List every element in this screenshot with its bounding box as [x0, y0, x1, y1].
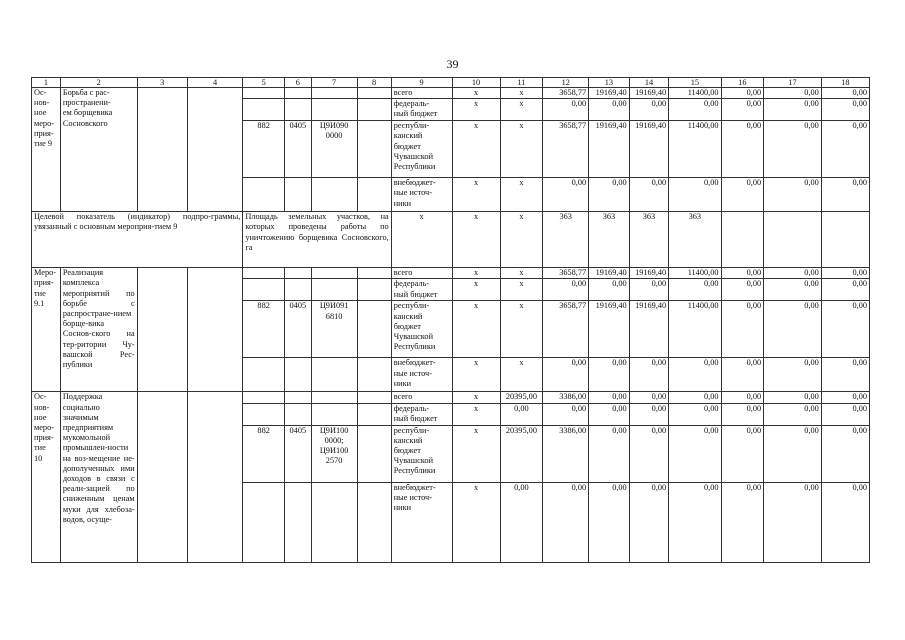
amount-cell: 0,00	[589, 99, 630, 121]
amount-cell: 0,00	[589, 482, 630, 562]
amount-cell: 0,00	[500, 403, 543, 425]
amount-cell: 3386,00	[543, 392, 589, 403]
amount-cell: 0,00	[764, 279, 822, 301]
amount-cell: 0,00	[589, 178, 630, 212]
funding-source-cell: всего	[391, 268, 452, 279]
header-cell: 15	[669, 78, 721, 88]
amount-cell: 0,00	[721, 482, 764, 562]
amount-cell: 0,00	[821, 358, 869, 392]
coexecutor-cell	[187, 392, 243, 562]
budget-table	[31, 77, 870, 563]
expense-group-cell	[357, 301, 391, 358]
target-article-cell	[311, 88, 357, 99]
funding-source-cell: республи- канский бюджет Чувашской Республики	[391, 121, 452, 178]
header-cell: 14	[629, 78, 668, 88]
section-code-cell	[284, 482, 311, 562]
expense-group-cell	[357, 403, 391, 425]
indicator-value-cell: 363	[629, 212, 668, 268]
amount-cell: 19169,40	[629, 301, 668, 358]
funding-source-cell: внебюджет- ные источ- ники	[391, 358, 452, 392]
activity-type-cell: Ос- нов- ное меро- прия- тие 9	[32, 88, 61, 212]
table-row	[32, 268, 870, 279]
amount-cell: х	[452, 279, 500, 301]
amount-cell: 19169,40	[629, 88, 668, 99]
amount-cell: х	[452, 99, 500, 121]
amount-cell: 3658,77	[543, 268, 589, 279]
grbs-code-cell	[243, 178, 285, 212]
expense-group-cell	[357, 88, 391, 99]
amount-cell: х	[452, 268, 500, 279]
amount-cell: 0,00	[669, 279, 721, 301]
header-row	[32, 78, 870, 88]
amount-cell: 0,00	[821, 301, 869, 358]
target-article-cell	[311, 178, 357, 212]
amount-cell: х	[452, 403, 500, 425]
amount-cell: 0,00	[543, 279, 589, 301]
amount-cell: 0,00	[721, 301, 764, 358]
grbs-code-cell	[243, 358, 285, 392]
section-code-cell	[284, 403, 311, 425]
grbs-code-cell	[243, 279, 285, 301]
amount-cell: 0,00	[764, 301, 822, 358]
funding-source-cell: республи- канский бюджет Чувашской Республики	[391, 301, 452, 358]
grbs-code-cell	[243, 88, 285, 99]
amount-cell: 19169,40	[589, 301, 630, 358]
indicator-value-cell: 363	[589, 212, 630, 268]
indicator-value-cell: х	[500, 212, 543, 268]
amount-cell: 3658,77	[543, 88, 589, 99]
amount-cell: 3658,77	[543, 301, 589, 358]
amount-cell: 0,00	[669, 392, 721, 403]
amount-cell: х	[500, 99, 543, 121]
amount-cell: 0,00	[821, 425, 869, 482]
indicator-value-cell: х	[452, 212, 500, 268]
amount-cell: 20395,00	[500, 392, 543, 403]
indicator-value-cell: 363	[669, 212, 721, 268]
section-code-cell	[284, 99, 311, 121]
target-article-cell	[311, 403, 357, 425]
funding-source-cell: федераль- ный бюджет	[391, 403, 452, 425]
amount-cell: 0,00	[764, 268, 822, 279]
amount-cell: х	[500, 268, 543, 279]
amount-cell: х	[452, 178, 500, 212]
amount-cell: х	[452, 121, 500, 178]
target-article-cell	[311, 99, 357, 121]
expense-group-cell	[357, 392, 391, 403]
amount-cell: х	[500, 279, 543, 301]
amount-cell: х	[452, 425, 500, 482]
grbs-code-cell: 882	[243, 301, 285, 358]
funding-source-cell: федераль- ный бюджет	[391, 279, 452, 301]
target-article-cell	[311, 279, 357, 301]
amount-cell: х	[500, 88, 543, 99]
funding-source-cell: федераль- ный бюджет	[391, 99, 452, 121]
amount-cell: 0,00	[543, 403, 589, 425]
amount-cell: 11400,00	[669, 301, 721, 358]
indicator-row	[32, 212, 870, 268]
header-cell: 18	[821, 78, 869, 88]
amount-cell: 0,00	[629, 482, 668, 562]
activity-name-cell: Борьба с рас- пространени- ем борщевика Сосновского	[60, 88, 137, 212]
expense-group-cell	[357, 178, 391, 212]
amount-cell: 0,00	[764, 403, 822, 425]
amount-cell: 0,00	[589, 358, 630, 392]
section-code-cell	[284, 358, 311, 392]
expense-group-cell	[357, 121, 391, 178]
amount-cell: 0,00	[764, 358, 822, 392]
header-cell: 13	[589, 78, 630, 88]
amount-cell: 0,00	[629, 99, 668, 121]
amount-cell: 0,00	[721, 88, 764, 99]
coexecutor-cell	[187, 88, 243, 212]
target-article-cell: Ц9И100 0000; Ц9И100 2570	[311, 425, 357, 482]
target-article-cell	[311, 268, 357, 279]
indicator-label-cell: Целевой показатель (индикатор) подпро-граммы, увязанный с основным мероприя-тием 9	[32, 212, 243, 268]
indicator-value-cell: х	[391, 212, 452, 268]
funding-source-cell: внебюджет- ные источ- ники	[391, 482, 452, 562]
amount-cell: 0,00	[821, 88, 869, 99]
page-number: 39	[446, 57, 459, 71]
header-cell: 6	[284, 78, 311, 88]
amount-cell: 0,00	[821, 482, 869, 562]
expense-group-cell	[357, 425, 391, 482]
activity-type-cell: Меро- прия- тие 9.1	[32, 268, 61, 392]
expense-group-cell	[357, 268, 391, 279]
amount-cell: 0,00	[764, 392, 822, 403]
activity-type-cell: Ос- нов- ное меро- прия- тие 10	[32, 392, 61, 562]
section-code-cell	[284, 279, 311, 301]
grbs-code-cell: 882	[243, 121, 285, 178]
grbs-code-cell	[243, 392, 285, 403]
amount-cell: 0,00	[543, 99, 589, 121]
amount-cell: 19169,40	[589, 121, 630, 178]
amount-cell: 0,00	[669, 178, 721, 212]
amount-cell: 0,00	[821, 99, 869, 121]
amount-cell: х	[500, 178, 543, 212]
amount-cell: 0,00	[721, 358, 764, 392]
amount-cell: х	[452, 88, 500, 99]
expense-group-cell	[357, 279, 391, 301]
indicator-value-cell: 363	[543, 212, 589, 268]
target-article-cell: Ц9И090 0000	[311, 121, 357, 178]
amount-cell: 0,00	[669, 482, 721, 562]
section-code-cell: 0405	[284, 301, 311, 358]
section-code-cell: 0405	[284, 121, 311, 178]
grbs-code-cell: 882	[243, 425, 285, 482]
amount-cell: 0,00	[721, 178, 764, 212]
amount-cell: х	[452, 482, 500, 562]
executor-cell	[137, 268, 187, 392]
amount-cell: 3658,77	[543, 121, 589, 178]
header-cell: 10	[452, 78, 500, 88]
amount-cell: 20395,00	[500, 425, 543, 482]
amount-cell: 0,00	[821, 279, 869, 301]
target-article-cell	[311, 392, 357, 403]
header-cell: 5	[243, 78, 285, 88]
funding-source-cell: всего	[391, 88, 452, 99]
executor-cell	[137, 392, 187, 562]
amount-cell: 0,00	[721, 392, 764, 403]
amount-cell: 0,00	[629, 425, 668, 482]
header-cell: 2	[60, 78, 137, 88]
amount-cell: 19169,40	[589, 88, 630, 99]
amount-cell: 0,00	[721, 99, 764, 121]
amount-cell: 0,00	[669, 425, 721, 482]
section-code-cell: 0405	[284, 425, 311, 482]
amount-cell: х	[500, 358, 543, 392]
amount-cell: 0,00	[821, 268, 869, 279]
amount-cell: 0,00	[821, 392, 869, 403]
amount-cell: 0,00	[589, 392, 630, 403]
header-cell: 12	[543, 78, 589, 88]
amount-cell: 0,00	[629, 178, 668, 212]
amount-cell: 0,00	[543, 178, 589, 212]
grbs-code-cell	[243, 99, 285, 121]
activity-name-cell: Реализация комплекса мероприятий по борьбе с распростране-нием борще-вика Соснов-ского на тер-ритории Чу-вашской Рес-публики	[60, 268, 137, 392]
indicator-value-cell	[721, 212, 764, 268]
section-code-cell	[284, 392, 311, 403]
funding-source-cell: внебюджет- ные источ- ники	[391, 178, 452, 212]
amount-cell: 0,00	[764, 99, 822, 121]
amount-cell: х	[500, 301, 543, 358]
amount-cell: 0,00	[821, 403, 869, 425]
amount-cell: 0,00	[629, 358, 668, 392]
header-cell: 11	[500, 78, 543, 88]
amount-cell: 0,00	[589, 425, 630, 482]
amount-cell: х	[452, 358, 500, 392]
amount-cell: х	[452, 301, 500, 358]
target-article-cell	[311, 358, 357, 392]
indicator-value-cell	[821, 212, 869, 268]
amount-cell: 0,00	[821, 121, 869, 178]
amount-cell: 0,00	[764, 482, 822, 562]
amount-cell: 0,00	[764, 425, 822, 482]
amount-cell: 11400,00	[669, 268, 721, 279]
expense-group-cell	[357, 99, 391, 121]
executor-cell	[137, 88, 187, 212]
section-code-cell	[284, 178, 311, 212]
amount-cell: 0,00	[669, 403, 721, 425]
funding-source-cell: республи- канский бюджет Чувашской Республики	[391, 425, 452, 482]
coexecutor-cell	[187, 268, 243, 392]
amount-cell: 0,00	[543, 358, 589, 392]
header-cell: 7	[311, 78, 357, 88]
amount-cell: х	[500, 121, 543, 178]
amount-cell: 0,00	[721, 403, 764, 425]
amount-cell: 0,00	[629, 279, 668, 301]
activity-name-cell: Поддержка социально значимым предприятиям мукомольной промышлен-ности на воз-мещение не-дополученных ими доходов в связи с реали-зацией по сниженным ценам муки для хлебоза-водов, осуще-	[60, 392, 137, 562]
amount-cell: 0,00	[721, 268, 764, 279]
amount-cell: 0,00	[500, 482, 543, 562]
indicator-value-cell	[764, 212, 822, 268]
funding-source-cell: всего	[391, 392, 452, 403]
header-cell: 17	[764, 78, 822, 88]
amount-cell: 19169,40	[589, 268, 630, 279]
amount-cell: 0,00	[764, 178, 822, 212]
header-cell: 1	[32, 78, 61, 88]
amount-cell: 11400,00	[669, 88, 721, 99]
section-code-cell	[284, 268, 311, 279]
grbs-code-cell	[243, 268, 285, 279]
amount-cell: 0,00	[589, 403, 630, 425]
target-article-cell: Ц9И091 6810	[311, 301, 357, 358]
grbs-code-cell	[243, 482, 285, 562]
table-row	[32, 88, 870, 99]
section-code-cell	[284, 88, 311, 99]
amount-cell: 0,00	[669, 358, 721, 392]
expense-group-cell	[357, 482, 391, 562]
amount-cell: 19169,40	[629, 268, 668, 279]
amount-cell: 0,00	[629, 392, 668, 403]
table-row	[32, 392, 870, 403]
amount-cell: 3386,00	[543, 425, 589, 482]
amount-cell: 0,00	[721, 279, 764, 301]
header-cell: 3	[137, 78, 187, 88]
indicator-description-cell: Площадь земельных участков, на которых проведены работы по уничтожению борщевика Сосновского, га	[243, 212, 391, 268]
amount-cell: 0,00	[764, 88, 822, 99]
amount-cell: 0,00	[821, 178, 869, 212]
amount-cell: 19169,40	[629, 121, 668, 178]
amount-cell: 0,00	[764, 121, 822, 178]
amount-cell: 0,00	[669, 99, 721, 121]
header-cell: 9	[391, 78, 452, 88]
header-cell: 4	[187, 78, 243, 88]
expense-group-cell	[357, 358, 391, 392]
target-article-cell	[311, 482, 357, 562]
amount-cell: 0,00	[629, 403, 668, 425]
amount-cell: 0,00	[543, 482, 589, 562]
amount-cell: 0,00	[721, 121, 764, 178]
grbs-code-cell	[243, 403, 285, 425]
header-cell: 16	[721, 78, 764, 88]
amount-cell: 11400,00	[669, 121, 721, 178]
amount-cell: 0,00	[721, 425, 764, 482]
amount-cell: 0,00	[589, 279, 630, 301]
amount-cell: х	[452, 392, 500, 403]
header-cell: 8	[357, 78, 391, 88]
